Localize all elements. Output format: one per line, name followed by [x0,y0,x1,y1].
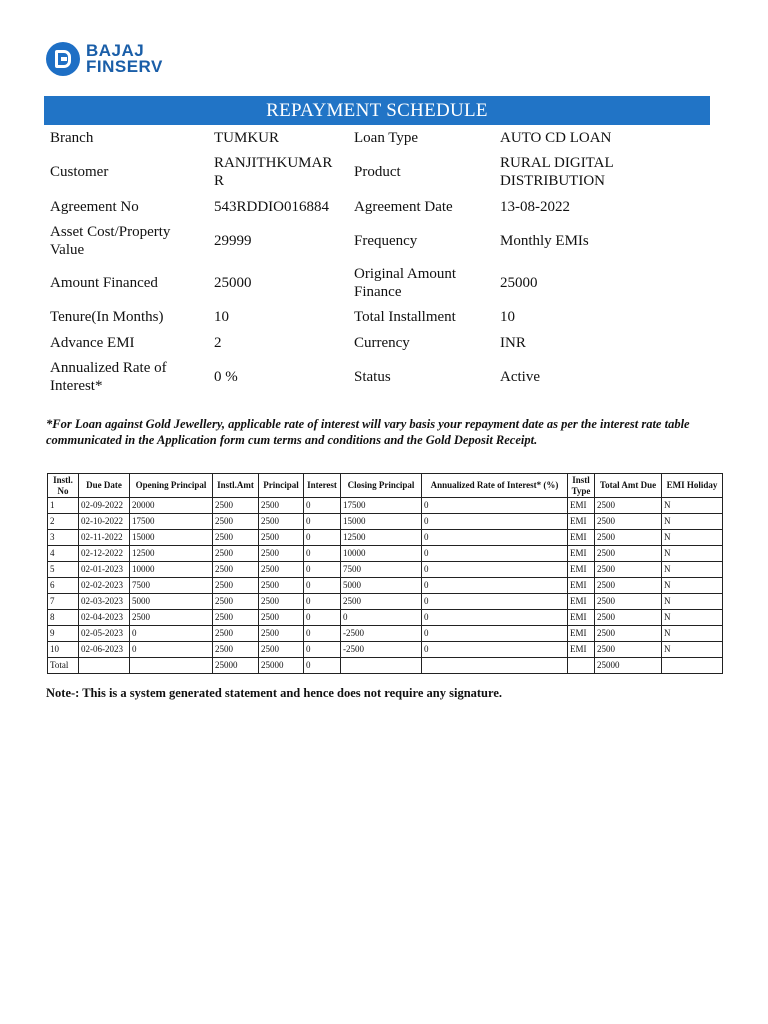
logo-line-2: FINSERV [86,57,163,76]
table-cell: Total [48,658,79,674]
system-generated-note: Note-: This is a system generated statement and hence does not require any signature. [46,686,502,700]
table-cell: 2500 [259,578,304,594]
table-cell: 2500 [595,498,662,514]
table-row [48,626,723,642]
table-row [48,498,723,514]
table-cell: 25000 [259,658,304,674]
table-cell: 0 [422,530,568,546]
table-cell: -2500 [341,626,422,642]
table-cell: 02-04-2023 [79,610,130,626]
info-value: 13-08-2022 [500,198,570,215]
table-cell: 0 [304,530,341,546]
table-cell: 8 [48,610,79,626]
table-cell: 0 [304,562,341,578]
table-row [48,514,723,530]
table-cell: EMI [568,498,595,514]
table-cell: 0 [422,642,568,658]
table-cell: 0 [304,626,341,642]
table-cell: 2500 [595,594,662,610]
table-cell: 20000 [130,498,213,514]
table-cell: 0 [422,514,568,530]
table-cell: N [662,546,723,562]
table-cell: 10000 [341,546,422,562]
table-cell: EMI [568,594,595,610]
table-cell: 02-09-2022 [79,498,130,514]
column-header: Opening Principal [130,474,213,498]
table-cell: 10 [48,642,79,658]
table-cell: 2500 [259,642,304,658]
table-cell: 2500 [595,514,662,530]
table-cell: 0 [422,626,568,642]
table-cell: 2500 [595,562,662,578]
info-value: RANJITHKUMAR R [214,155,333,189]
table-cell: 0 [130,642,213,658]
info-row [44,150,710,194]
table-cell: 5 [48,562,79,578]
table-cell: 5000 [130,594,213,610]
table-cell: 2500 [213,562,259,578]
table-cell: 2500 [213,530,259,546]
table-cell: 2500 [595,546,662,562]
table-cell: EMI [568,626,595,642]
info-row [44,330,710,356]
table-cell: 02-05-2023 [79,626,130,642]
table-cell: 02-10-2022 [79,514,130,530]
column-header: EMI Holiday [662,474,723,498]
column-header: Annualized Rate of Interest* (%) [422,474,568,498]
table-cell: 15000 [341,514,422,530]
table-cell: 2 [48,514,79,530]
info-label: Customer [50,164,109,180]
table-cell [422,658,568,674]
table-cell: 2500 [595,578,662,594]
table-cell: 0 [304,594,341,610]
table-cell: 0 [341,610,422,626]
table-cell: 02-01-2023 [79,562,130,578]
table-cell: N [662,610,723,626]
info-label: Annualized Rate of Interest* [50,360,167,394]
info-label: Currency [354,335,410,351]
column-header: Instl Type [568,474,595,498]
table-cell: 9 [48,626,79,642]
column-header: Instl.Amt [213,474,259,498]
table-cell: 0 [304,546,341,562]
table-cell [130,658,213,674]
table-cell: 4 [48,546,79,562]
table-cell [568,658,595,674]
table-cell [341,658,422,674]
info-value: 25000 [500,275,538,291]
table-cell: 2500 [213,498,259,514]
table-row [48,594,723,610]
table-cell: 2500 [259,530,304,546]
table-cell: 2500 [130,610,213,626]
table-cell: 7500 [341,562,422,578]
table-row [48,562,723,578]
table-cell: 2500 [213,626,259,642]
table-cell: 0 [422,594,568,610]
table-cell: 17500 [130,514,213,530]
info-value: 0 % [214,369,238,385]
table-cell [79,658,130,674]
table-cell: 2500 [341,594,422,610]
repayment-schedule-table [47,473,723,674]
table-cell: EMI [568,610,595,626]
loan-info-table [44,125,710,398]
table-cell: 2500 [595,642,662,658]
table-cell: 2500 [595,626,662,642]
table-cell: 02-06-2023 [79,642,130,658]
gold-loan-disclaimer: *For Loan against Gold Jewellery, applicable rate of interest will vary basis your repayment date as per the interest rate table communicated in the Application form cum terms and conditions and the Gold Deposit Receipt. [46,417,690,447]
info-label: Advance EMI [50,335,135,351]
table-cell: 0 [422,546,568,562]
column-header: Total Amt Due [595,474,662,498]
table-cell: 0 [422,498,568,514]
info-row [44,194,710,219]
table-cell: 2500 [259,546,304,562]
table-cell: EMI [568,642,595,658]
table-cell: N [662,626,723,642]
info-row [44,125,710,150]
table-cell: 2500 [259,610,304,626]
bajaj-logo-icon [46,42,80,76]
table-cell: 2500 [259,594,304,610]
info-row [44,219,710,262]
table-cell: 2500 [259,498,304,514]
table-cell: N [662,562,723,578]
table-cell: 10000 [130,562,213,578]
info-value: 10 [214,309,229,325]
info-row [44,304,710,330]
table-cell: 12500 [130,546,213,562]
table-cell: 5000 [341,578,422,594]
table-row [48,546,723,562]
bajaj-finserv-logo [46,41,163,77]
info-label: Total Installment [354,309,456,325]
info-label: Loan Type [354,129,419,146]
info-label: Original Amount Finance [354,266,457,300]
info-value: 543RDDIO016884 [214,198,329,215]
table-cell: 25000 [213,658,259,674]
info-value: 29999 [214,232,252,249]
table-cell: 0 [304,642,341,658]
info-label: Product [354,164,401,180]
total-row [48,658,723,674]
column-header: Due Date [79,474,130,498]
table-cell: 1 [48,498,79,514]
table-cell: 2500 [213,594,259,610]
info-label: Agreement No [50,198,139,215]
info-value: INR [500,335,526,351]
column-header: Instl. No [48,474,79,498]
info-label: Agreement Date [354,198,453,215]
table-cell: EMI [568,530,595,546]
table-cell: 2500 [213,642,259,658]
table-cell: N [662,594,723,610]
info-value: TUMKUR [214,129,280,146]
info-label: Asset Cost/Property Value [50,223,171,258]
table-cell: 2500 [213,610,259,626]
table-cell: 0 [130,626,213,642]
table-cell: 0 [304,610,341,626]
info-value: Monthly EMIs [500,232,589,249]
column-header: Closing Principal [341,474,422,498]
table-cell: 2500 [595,530,662,546]
schedule-header-row [48,474,723,498]
info-value: Active [500,369,540,385]
table-cell: N [662,498,723,514]
logo-line-1: BAJAJ [86,41,145,60]
column-header: Principal [259,474,304,498]
info-row [44,356,710,398]
info-label: Tenure(In Months) [50,309,164,325]
table-cell [662,658,723,674]
table-cell: 0 [304,658,341,674]
info-value: 2 [214,335,222,351]
table-cell: 0 [304,514,341,530]
table-cell: -2500 [341,642,422,658]
logo-text [86,43,163,75]
table-cell: EMI [568,514,595,530]
info-label: Branch [50,129,94,146]
page-title: REPAYMENT SCHEDULE [44,96,710,125]
table-cell: 2500 [213,546,259,562]
table-cell: 0 [304,498,341,514]
table-cell: 0 [422,578,568,594]
table-cell: 2500 [213,514,259,530]
table-row [48,610,723,626]
table-cell: 2500 [595,610,662,626]
table-cell: 15000 [130,530,213,546]
info-label: Amount Financed [50,275,158,291]
table-cell: EMI [568,562,595,578]
table-row [48,530,723,546]
table-cell: 3 [48,530,79,546]
table-cell: 2500 [259,626,304,642]
info-value: RURAL DIGITAL DISTRIBUTION [500,155,614,189]
table-cell: N [662,530,723,546]
table-cell: N [662,578,723,594]
table-cell: 17500 [341,498,422,514]
info-value: 25000 [214,275,252,291]
table-row [48,578,723,594]
info-value: AUTO CD LOAN [500,129,612,146]
table-cell: N [662,514,723,530]
info-label: Frequency [354,232,418,249]
table-cell: 02-02-2023 [79,578,130,594]
table-cell: 02-12-2022 [79,546,130,562]
info-value: 10 [500,309,515,325]
table-cell: 0 [422,562,568,578]
table-cell: 7500 [130,578,213,594]
table-cell: 2500 [259,514,304,530]
table-cell: 12500 [341,530,422,546]
column-header: Interest [304,474,341,498]
info-label: Status [354,369,391,385]
table-cell: N [662,642,723,658]
table-cell: 0 [304,578,341,594]
table-cell: EMI [568,546,595,562]
table-cell: 02-03-2023 [79,594,130,610]
table-cell: 2500 [259,562,304,578]
info-row [44,262,710,304]
table-cell: 25000 [595,658,662,674]
table-cell: 0 [422,610,568,626]
table-cell: 2500 [213,578,259,594]
table-cell: EMI [568,578,595,594]
table-cell: 7 [48,594,79,610]
table-row [48,642,723,658]
table-cell: 6 [48,578,79,594]
table-cell: 02-11-2022 [79,530,130,546]
